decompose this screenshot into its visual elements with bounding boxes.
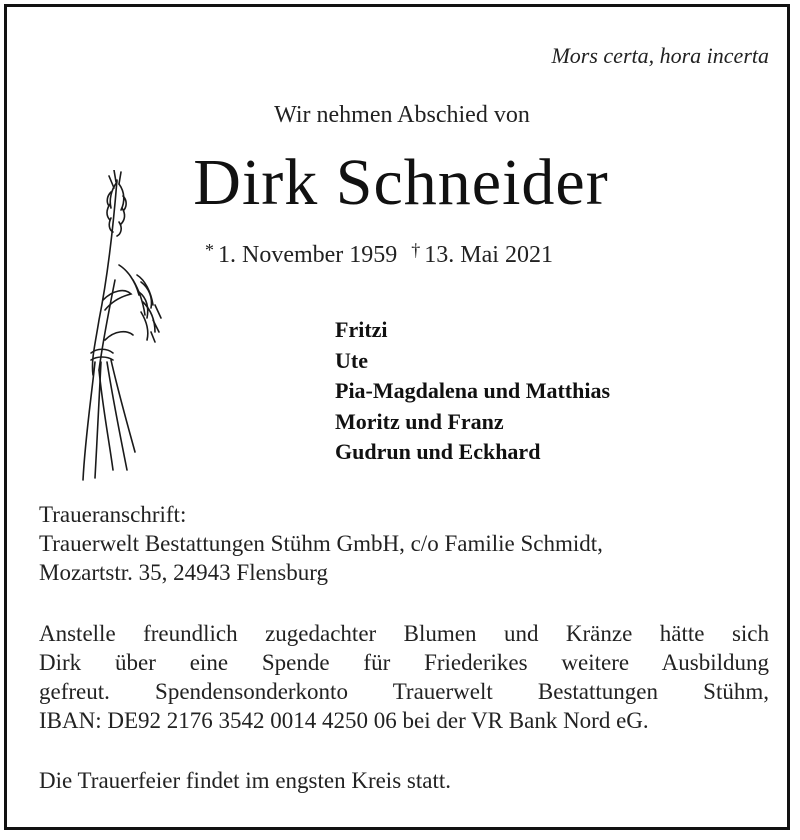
address-line: Trauerwelt Bestattungen Stühm GmbH, c/o Familie Schmidt,	[39, 531, 603, 556]
latin-motto: Mors certa, hora incerta	[551, 43, 769, 68]
life-dates	[205, 240, 553, 269]
paragraph-line: gefreut. Spendensonderkonto Trauerwelt Bestattungen Stühm,	[39, 679, 769, 704]
list-item: Moritz und Franz	[335, 408, 504, 434]
birth-symbol: *	[205, 240, 214, 260]
intro-text: Wir nehmen Abschied von	[274, 102, 530, 128]
address-label: Traueranschrift:	[39, 502, 187, 527]
list-item: Fritzi	[335, 317, 388, 342]
birth-date: 1. November 1959	[218, 242, 398, 268]
list-item: Ute	[335, 347, 368, 373]
death-symbol: †	[411, 240, 421, 260]
obituary-notice	[4, 4, 790, 830]
donation-paragraph	[39, 619, 769, 735]
list-item: Gudrun und Eckhard	[335, 439, 541, 464]
mourners-list	[335, 315, 610, 468]
wheat-sheaf-icon	[69, 170, 169, 485]
mourning-address	[39, 500, 769, 587]
list-item: Pia-Magdalena und Matthias	[335, 378, 611, 403]
address-line: Mozartstr. 35, 24943 Flensburg	[39, 560, 328, 585]
paragraph-line: IBAN: DE92 2176 3542 0014 4250 06 bei der VR Bank Nord eG.	[39, 708, 649, 733]
paragraph-line: Dirk über eine Spende für Friederikes weitere Ausbildung	[39, 650, 769, 675]
deceased-name: Dirk Schneider	[193, 146, 609, 219]
death-date: 13. Mai 2021	[424, 242, 553, 268]
closing-text: Die Trauerfeier findet im engsten Kreis statt.	[39, 768, 451, 793]
paragraph-line: Anstelle freundlich zugedachter Blumen und Kränze hätte sich	[39, 621, 769, 646]
